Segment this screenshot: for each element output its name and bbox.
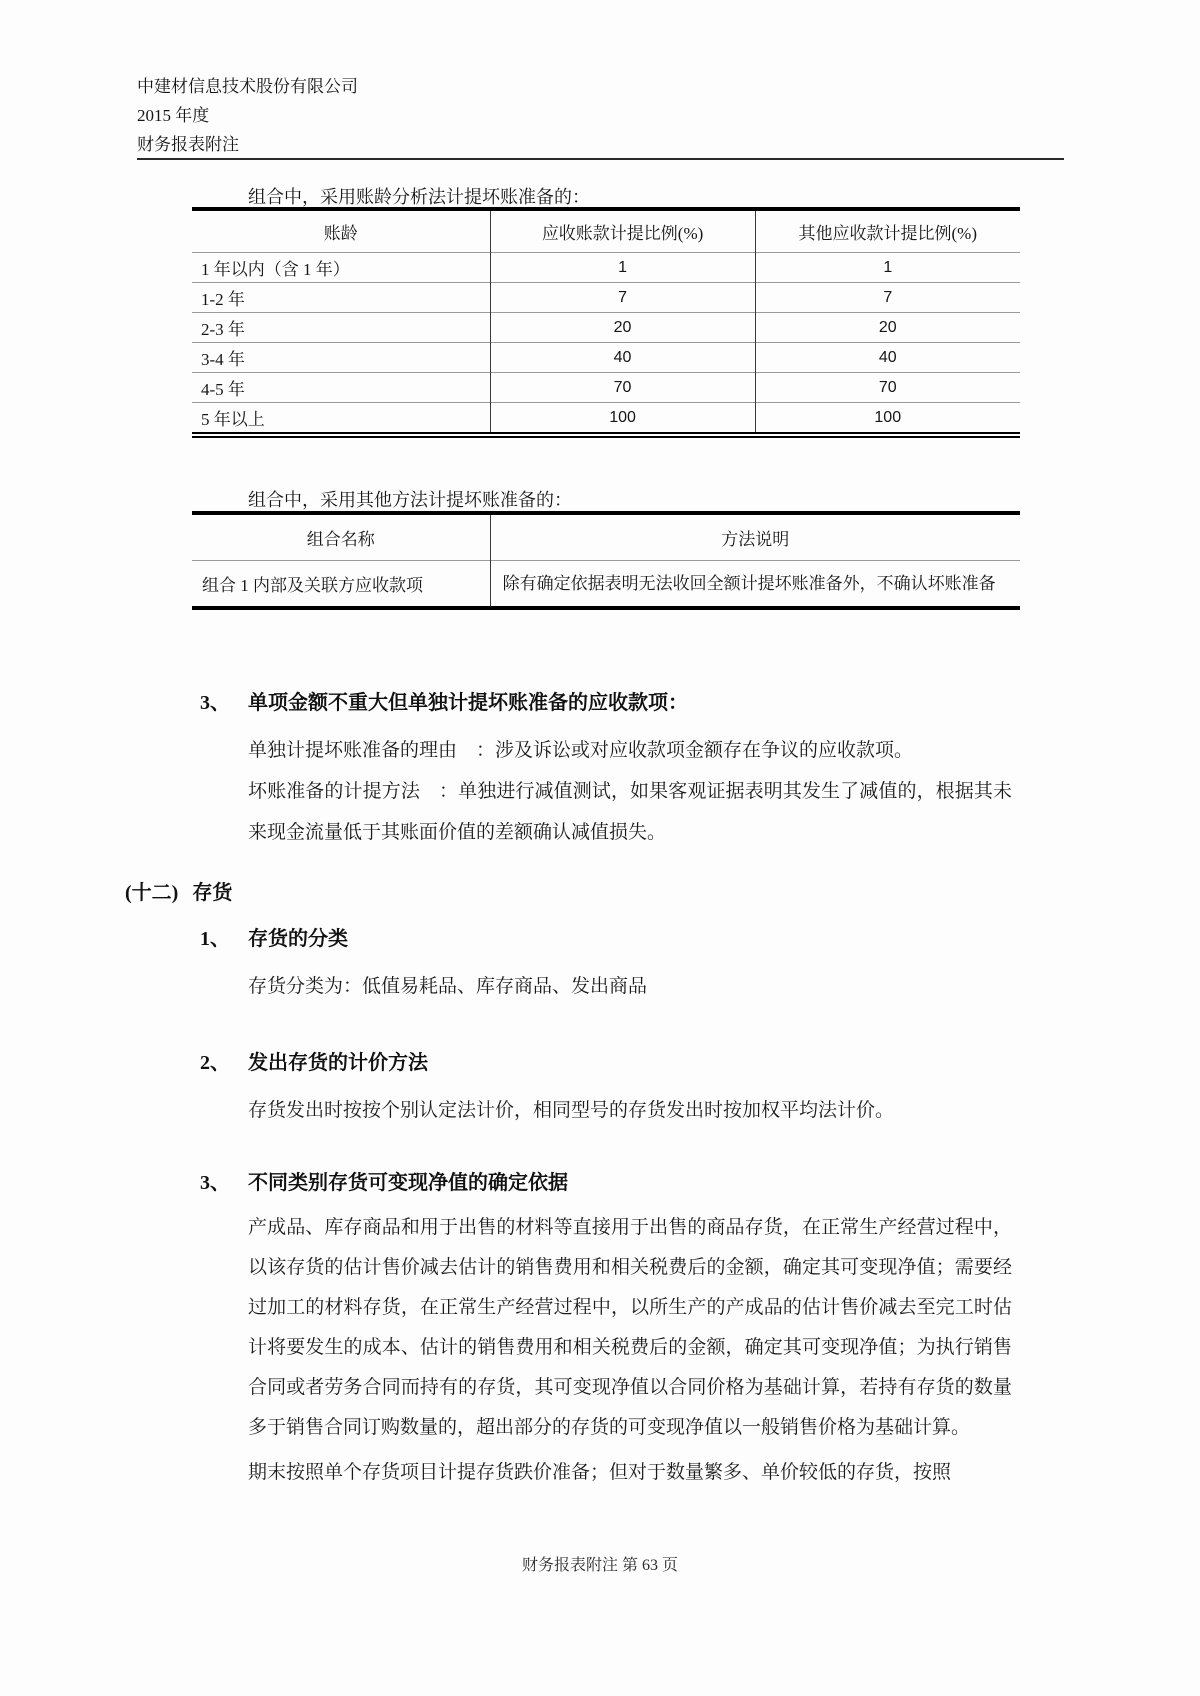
section-title: 单项金额不重大但单独计提坏账准备的应收款项： xyxy=(248,692,688,714)
subsection-body xyxy=(248,1208,1012,1493)
receivable-ratio-cell: 7 xyxy=(490,283,755,313)
subsection-number: 2、 xyxy=(200,1052,230,1074)
other-receivable-ratio-column-header: 其他应收款计提比例(%) xyxy=(755,209,1020,253)
subsection-title: 不同类别存货可变现净值的确定依据 xyxy=(248,1172,568,1194)
aging-provision-table xyxy=(192,207,1020,438)
other-receivable-ratio-cell: 100 xyxy=(755,403,1020,436)
age-cell: 5 年以上 xyxy=(192,403,490,436)
footer-page-label: 财务报表附注 第 63 页 xyxy=(521,1557,678,1574)
method-description-column-header: 方法说明 xyxy=(490,513,1020,561)
section-number: (十二) xyxy=(125,882,179,904)
table-header-row xyxy=(192,209,1020,253)
subsection-number: 1、 xyxy=(200,928,230,950)
portfolio-name-cell: 组合 1 内部及关联方应收款项 xyxy=(192,561,490,609)
age-column-header: 账龄 xyxy=(323,224,358,243)
receivable-ratio-cell: 70 xyxy=(490,373,755,403)
table-row xyxy=(192,373,1020,403)
other-receivable-ratio-cell: 1 xyxy=(755,253,1020,283)
section-heading xyxy=(200,686,1030,715)
paragraph: 单独计提坏账准备的理由 ：涉及诉讼或对应收款项金额存在争议的应收款项。 xyxy=(248,740,914,761)
section-item3 xyxy=(200,686,1030,853)
table-row xyxy=(192,403,1020,436)
table-header-row xyxy=(192,513,1020,561)
subsection-inventory-classification xyxy=(200,922,1030,1007)
receivable-ratio-cell: 40 xyxy=(490,343,755,373)
age-cell: 1-2 年 xyxy=(192,283,490,313)
subsection-heading xyxy=(200,1166,1030,1195)
table-row xyxy=(192,253,1020,283)
document-title: 财务报表附注 xyxy=(137,135,239,154)
section-body xyxy=(248,730,1012,853)
receivable-ratio-column-header: 应收账款计提比例(%) xyxy=(490,209,755,253)
table-row xyxy=(192,283,1020,313)
document-header xyxy=(137,72,358,159)
subsection-heading xyxy=(200,922,1030,951)
other-method-table-intro: 组合中，采用其他方法计提坏账准备的： xyxy=(248,490,572,510)
paragraph: 存货发出时按按个别认定法计价，相同型号的存货发出时按加权平均法计价。 xyxy=(248,1100,895,1121)
age-cell: 1 年以内（含 1 年） xyxy=(192,253,490,283)
subsection-title: 存货的分类 xyxy=(248,928,348,950)
other-receivable-ratio-cell: 40 xyxy=(755,343,1020,373)
receivable-ratio-cell: 1 xyxy=(490,253,755,283)
table-row xyxy=(192,561,1020,609)
portfolio-name-column-header: 组合名称 xyxy=(306,530,375,549)
age-cell: 2-3 年 xyxy=(192,313,490,343)
section-title: 存货 xyxy=(192,882,233,904)
company-name: 中建材信息技术股份有限公司 xyxy=(137,77,358,96)
paragraph: 产成品、库存商品和用于出售的材料等直接用于出售的商品存货，在正常生产经营过程中，以该存货的估计售价减去估计的销售费用和相关税费后的金额，确定其可变现净值；需要经过加工的材料存货，在正常生产经营过程中，以所生产的产成品的估计售价减去至完工时估计将要发生的成本、估计的销售费用和相关税费后的金额，确定其可变现净值；为执行销售合同或者劳务合同而持有的存货，其可变现净值以合同价格为基础计算，若持有存货的数量多于销售合同订购数量的，超出部分的存货的可变现净值以一般销售价格为基础计算。 xyxy=(248,1217,1012,1438)
receivable-ratio-cell: 100 xyxy=(490,403,755,436)
age-cell: 3-4 年 xyxy=(192,343,490,373)
other-receivable-ratio-cell: 7 xyxy=(755,283,1020,313)
aging-table-intro: 组合中，采用账龄分析法计提坏账准备的： xyxy=(248,187,590,207)
subsection-body xyxy=(248,1090,1012,1131)
other-receivable-ratio-cell: 20 xyxy=(755,313,1020,343)
age-cell: 4-5 年 xyxy=(192,373,490,403)
paragraph: 存货分类为：低值易耗品、库存商品、发出商品 xyxy=(248,976,648,997)
table-row xyxy=(192,343,1020,373)
subsection-issued-inventory-valuation xyxy=(200,1046,1030,1131)
method-description-cell: 除有确定依据表明无法收回全额计提坏账准备外，不确认坏账准备 xyxy=(490,561,1020,609)
subsection-number: 3、 xyxy=(200,1172,230,1194)
other-receivable-ratio-cell: 70 xyxy=(755,373,1020,403)
subsection-heading xyxy=(200,1046,1030,1075)
section-number: 3、 xyxy=(200,692,230,714)
other-method-provision-table xyxy=(192,511,1020,610)
section-12-inventory xyxy=(125,876,232,905)
header-divider xyxy=(137,158,1064,160)
section-heading xyxy=(125,876,232,905)
report-period: 2015 年度 xyxy=(137,106,210,125)
paragraph: 期末按照单个存货项目计提存货跌价准备；但对于数量繁多、单价较低的存货，按照 xyxy=(248,1462,952,1483)
paragraph: 坏账准备的计提方法 ：单独进行减值测试，如果客观证据表明其发生了减值的，根据其未来现金流量低于其账面价值的差额确认减值损失。 xyxy=(248,781,1012,843)
table-row xyxy=(192,313,1020,343)
subsection-body xyxy=(248,966,1012,1007)
receivable-ratio-cell: 20 xyxy=(490,313,755,343)
subsection-net-realizable-value-basis xyxy=(200,1166,1030,1493)
subsection-title: 发出存货的计价方法 xyxy=(248,1052,428,1074)
